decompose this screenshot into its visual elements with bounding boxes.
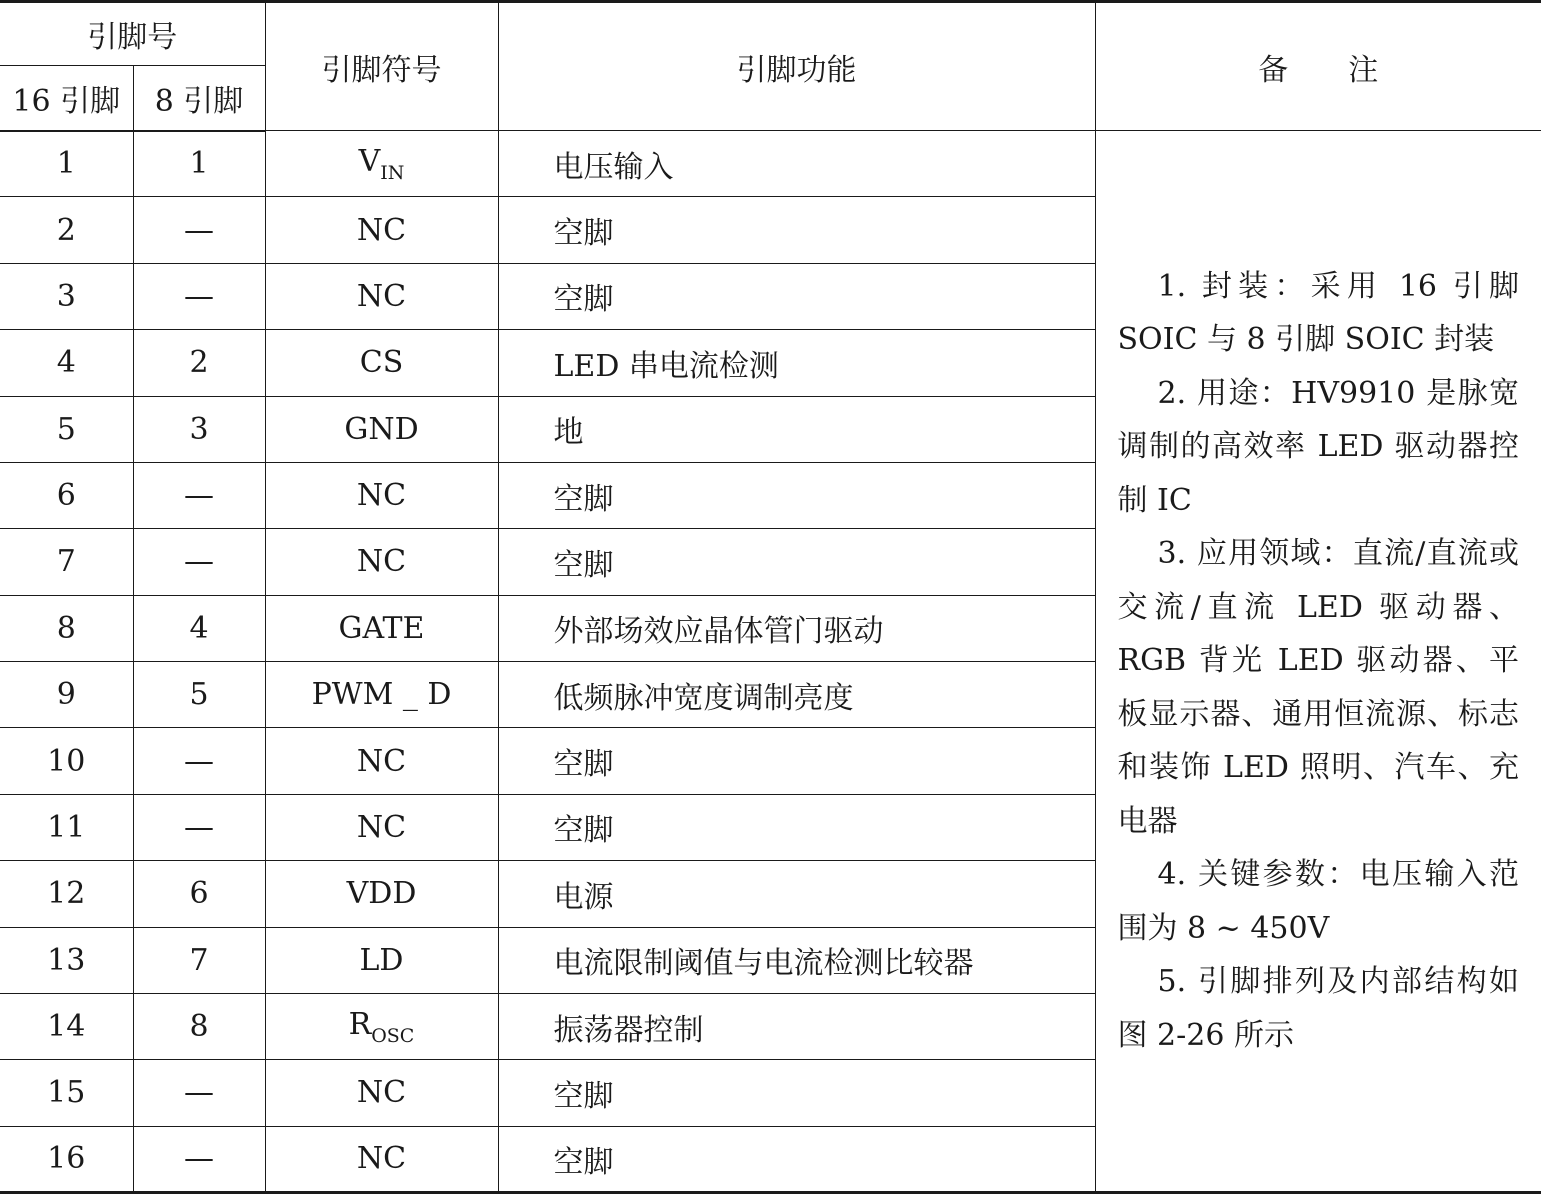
symbol-cell <box>265 1126 498 1192</box>
remark-item: 1. 封装：采用 16 引脚 SOIC 与 8 引脚 SOIC 封装 <box>1117 268 1519 358</box>
pin16-cell: 6 <box>0 462 133 528</box>
pin16-cell: 15 <box>0 1060 133 1126</box>
symbol-text: NC <box>356 1075 407 1111</box>
header-pin-no: 引脚号 <box>0 2 265 66</box>
pin16-cell: 10 <box>0 728 133 794</box>
header-row <box>0 2 1541 66</box>
pin16-cell: 13 <box>0 927 133 993</box>
symbol-text: NC <box>356 478 407 514</box>
pin16-cell: 14 <box>0 993 133 1059</box>
function-cell: 低频脉冲宽度调制亮度 <box>498 662 1095 728</box>
symbol-cell <box>265 197 498 263</box>
pin8-cell: 4 <box>133 595 265 661</box>
function-cell: 电压输入 <box>498 131 1095 197</box>
remarks-cell <box>1095 131 1541 1193</box>
symbol-cell <box>265 330 498 396</box>
symbol-text: GND <box>344 411 419 447</box>
symbol-text: NC <box>356 544 407 580</box>
symbol-cell <box>265 861 498 927</box>
symbol-text: CS <box>359 345 404 381</box>
pin16-cell: 7 <box>0 529 133 595</box>
symbol-text: NC <box>356 743 407 779</box>
function-cell: 空脚 <box>498 529 1095 595</box>
pin16-cell: 12 <box>0 861 133 927</box>
function-cell: 空脚 <box>498 1126 1095 1192</box>
header-pin-16: 16 引脚 <box>0 66 133 131</box>
symbol-text: NC <box>356 1141 407 1177</box>
function-cell: 空脚 <box>498 197 1095 263</box>
symbol-cell <box>265 794 498 860</box>
header-pin-symbol: 引脚符号 <box>265 2 498 131</box>
pin8-cell: 5 <box>133 662 265 728</box>
function-cell: 外部场效应晶体管门驱动 <box>498 595 1095 661</box>
remark-item: 4. 关键参数：电压输入范围为 8 ~ 450V <box>1117 857 1519 946</box>
pin8-cell: 2 <box>133 330 265 396</box>
pin8-cell: — <box>133 728 265 794</box>
table-header <box>0 2 1541 131</box>
pin8-cell: — <box>133 529 265 595</box>
function-cell: 振荡器控制 <box>498 993 1095 1059</box>
function-cell: 电源 <box>498 861 1095 927</box>
pin8-cell: — <box>133 462 265 528</box>
pin16-cell: 1 <box>0 131 133 197</box>
pin16-cell: 8 <box>0 595 133 661</box>
symbol-text: V <box>358 143 381 179</box>
pin16-cell: 3 <box>0 263 133 329</box>
symbol-text: GATE <box>338 610 425 646</box>
remark-item: 2. 用途：HV9910 是脉宽调制的高效率 LED 驱动器控制 IC <box>1117 375 1519 518</box>
symbol-cell <box>265 662 498 728</box>
pin8-cell: — <box>133 1126 265 1192</box>
symbol-subscript: IN <box>380 161 405 184</box>
pin16-cell: 4 <box>0 330 133 396</box>
symbol-cell <box>265 131 498 197</box>
pin16-cell: 2 <box>0 197 133 263</box>
function-cell: LED 串电流检测 <box>498 330 1095 396</box>
pin8-cell: 6 <box>133 861 265 927</box>
symbol-text: R <box>348 1006 372 1042</box>
symbol-cell <box>265 462 498 528</box>
symbol-text: PWM _ D <box>311 677 452 713</box>
pin16-cell: 5 <box>0 396 133 462</box>
function-cell: 空脚 <box>498 263 1095 329</box>
function-cell: 空脚 <box>498 794 1095 860</box>
symbol-cell <box>265 263 498 329</box>
pin8-cell: — <box>133 794 265 860</box>
symbol-text: VDD <box>346 876 417 912</box>
table-body <box>0 131 1541 1193</box>
pin16-cell: 9 <box>0 662 133 728</box>
symbol-text: NC <box>356 212 407 248</box>
function-cell: 电流限制阈值与电流检测比较器 <box>498 927 1095 993</box>
symbol-cell <box>265 396 498 462</box>
pin16-cell: 16 <box>0 1126 133 1192</box>
function-cell: 空脚 <box>498 1060 1095 1126</box>
remark-item: 3. 应用领域：直流/直流或交流/直流 LED 驱动器、RGB 背光 LED 驱动器、平板显示器、通用恒流源、标志和装饰 LED 照明、汽车、充电器 <box>1117 536 1519 839</box>
pin8-cell: 3 <box>133 396 265 462</box>
symbol-text: LD <box>359 942 404 978</box>
symbol-cell <box>265 728 498 794</box>
symbol-cell <box>265 993 498 1059</box>
remark-item: 5. 引脚排列及内部结构如图 2-26 所示 <box>1117 964 1519 1053</box>
symbol-cell <box>265 595 498 661</box>
pin8-cell: — <box>133 263 265 329</box>
symbol-cell <box>265 529 498 595</box>
header-pin-function: 引脚功能 <box>498 2 1095 131</box>
pin8-cell: 7 <box>133 927 265 993</box>
function-cell: 地 <box>498 396 1095 462</box>
symbol-cell <box>265 927 498 993</box>
function-cell: 空脚 <box>498 462 1095 528</box>
pin8-cell: — <box>133 197 265 263</box>
table-row <box>0 131 1541 197</box>
symbol-text: NC <box>356 809 407 845</box>
pin8-cell: — <box>133 1060 265 1126</box>
function-cell: 空脚 <box>498 728 1095 794</box>
header-remarks: 备 注 <box>1095 2 1541 131</box>
pin8-cell: 8 <box>133 993 265 1059</box>
pin16-cell: 11 <box>0 794 133 860</box>
header-pin-8: 8 引脚 <box>133 66 265 131</box>
symbol-cell <box>265 1060 498 1126</box>
symbol-text: NC <box>356 278 407 314</box>
pin8-cell: 1 <box>133 131 265 197</box>
symbol-subscript: OSC <box>371 1024 415 1047</box>
